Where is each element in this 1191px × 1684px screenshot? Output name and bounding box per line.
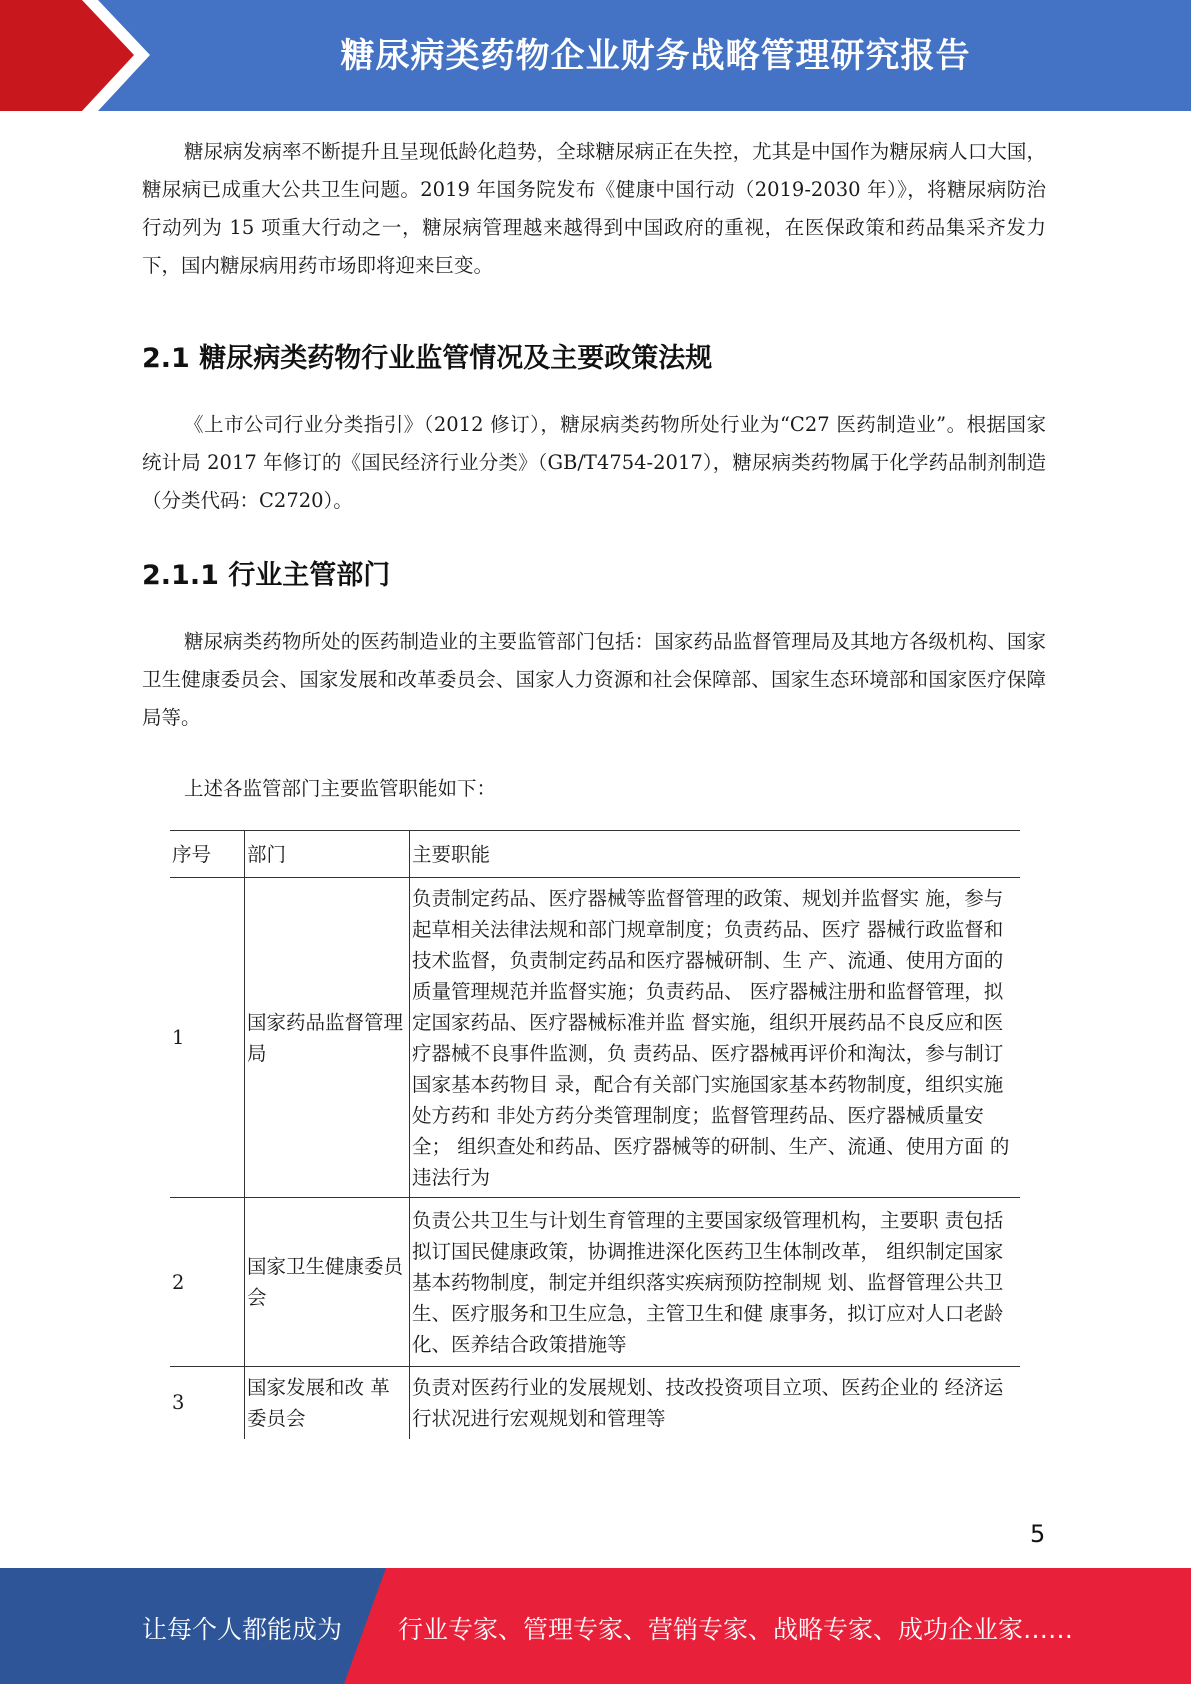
- col-header-no: 序号: [170, 831, 245, 878]
- table-header-row: [170, 831, 1020, 878]
- row-department: 国家卫生健康委员会: [245, 1198, 410, 1367]
- table-row: [170, 1367, 1020, 1439]
- row-number: 2: [172, 1270, 185, 1294]
- page-footer: [0, 1568, 1191, 1684]
- section-2-1-body: [142, 406, 1046, 520]
- section-2-1-paragraph: 《上市公司行业分类指引》（2012 修订），糖尿病类药物所处行业为“C27 医药制造业”。根据国家统计局 2017 年修订的《国民经济行业分类》（GB/T4754-2017），糖尿病类药物属于化学药品制剂制造（分类代码：C2720）。: [142, 413, 1046, 512]
- table-row: [170, 1198, 1020, 1367]
- row-number: 3: [172, 1391, 185, 1415]
- table-row: [170, 878, 1020, 1198]
- section-heading-2-1: 2.1 糖尿病类药物行业监管情况及主要政策法规: [142, 343, 713, 374]
- col-header-dept: 部门: [245, 831, 410, 878]
- regulator-table: [170, 830, 1020, 1439]
- section-2-1-1-paragraph: 糖尿病类药物所处的医药制造业的主要监管部门包括：国家药品监督管理局及其地方各级机构、国家卫生健康委员会、国家发展和改革委员会、国家人力资源和社会保障部、国家生态环境部和国家医疗保障局等。: [142, 630, 1046, 729]
- row-department: 国家发展和改 革委员会: [245, 1367, 410, 1439]
- intro-paragraph: 糖尿病发病率不断提升且呈现低龄化趋势，全球糖尿病正在失控，尤其是中国作为糖尿病人口大国，糖尿病已成重大公共卫生问题。2019 年国务院发布《健康中国行动（2019-2030 年）》，将糖尿病防治行动列为 15 项重大行动之一，糖尿病管理越来越得到中国政府的重视，在医保政策和药品集采齐发力下，国内糖尿病用药市场即将迎来巨变。: [142, 140, 1046, 277]
- section-2-1-1-body: [142, 623, 1046, 737]
- col-header-duty: 主要职能: [410, 831, 1021, 878]
- footer-slogan-left: 让每个人都能成为: [142, 1615, 343, 1644]
- row-number: 1: [172, 1026, 185, 1049]
- intro-section: [142, 133, 1046, 285]
- table-intro: 上述各监管部门主要监管职能如下：: [184, 777, 497, 800]
- row-department: 国家药品监督管理局: [245, 878, 410, 1198]
- row-duty: 负责公共卫生与计划生育管理的主要国家级管理机构，主要职 责包括拟订国民健康政策，协调推进深化医药卫生体制改革， 组织制定国家基本药物制度，制定并组织落实疾病预防控制规 划、监督管理公共卫生、医疗服务和卫生应急，主管卫生和健 康事务，拟订应对人口老龄化、医养结合政策措施等: [410, 1198, 1021, 1367]
- footer-slogan-right: 行业专家、管理专家、营销专家、战略专家、成功企业家……: [398, 1615, 1074, 1644]
- page-number: 5: [1030, 1520, 1046, 1548]
- section-heading-2-1-1: 2.1.1 行业主管部门: [142, 560, 391, 591]
- report-title: 糖尿病类药物企业财务战略管理研究报告: [340, 36, 971, 76]
- page-header: [0, 0, 1191, 111]
- row-duty: 负责制定药品、医疗器械等监督管理的政策、规划并监督实 施，参与起草相关法律法规和部门规章制度；负责药品、医疗 器械行政监督和技术监督，负责制定药品和医疗器械研制、生 产、流通、使用方面的质量管理规范并监督实施；负责药品、 医疗器械注册和监督管理，拟定国家药品、医疗器械标准并监 督实施，组织开展药品不良反应和医疗器械不良事件监测，负 责药品、医疗器械再评价和淘汰，参与制订国家基本药物目 录，配合有关部门实施国家基本药物制度，组织实施处方药和 非处方药分类管理制度；监督管理药品、医疗器械质量安全； 组织查处和药品、医疗器械等的研制、生产、流通、使用方面 的违法行为: [410, 878, 1021, 1198]
- row-duty: 负责对医药行业的发展规划、技改投资项目立项、医药企业的 经济运行状况进行宏观规划和管理等: [410, 1367, 1021, 1439]
